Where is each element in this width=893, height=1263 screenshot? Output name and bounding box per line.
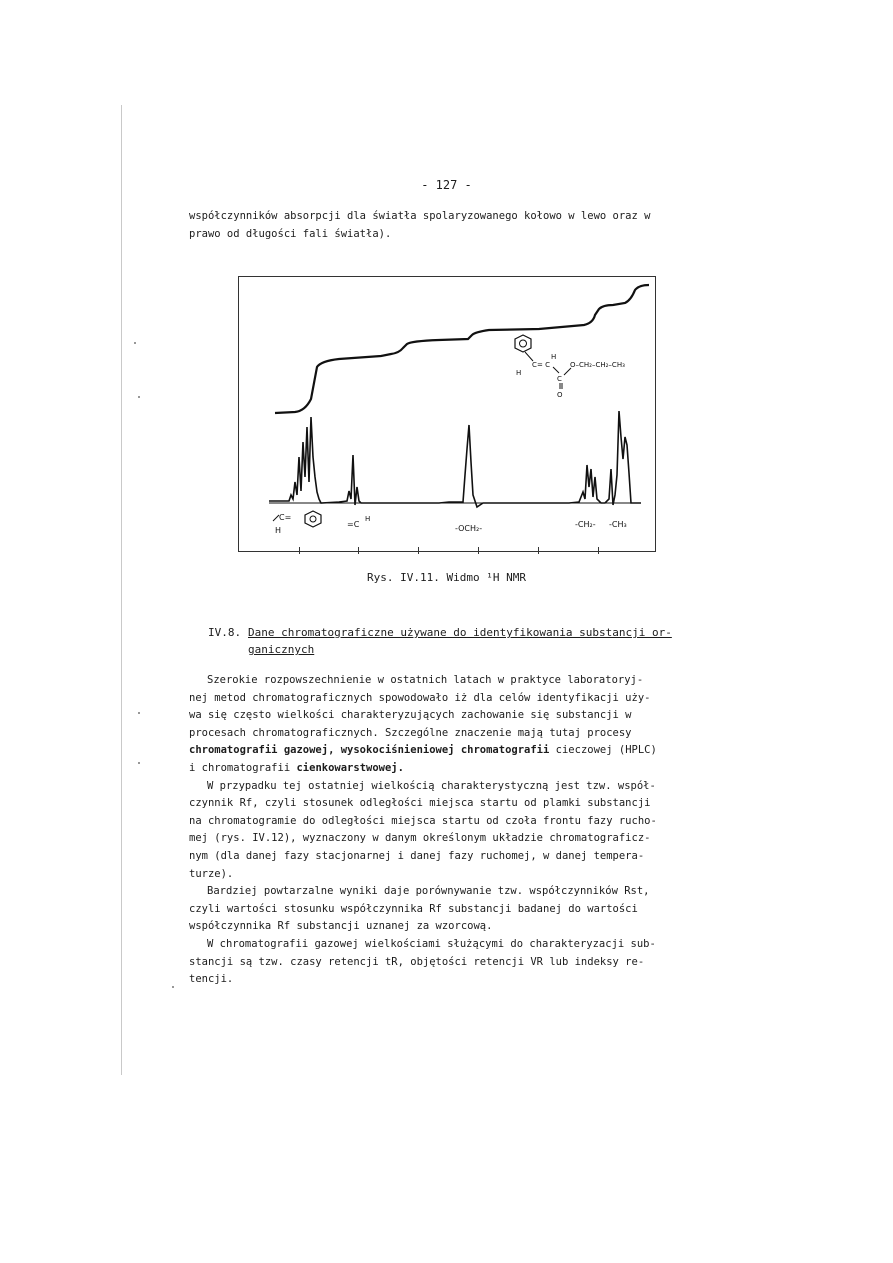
- benzene-ring: [515, 335, 531, 352]
- binding-edge: [121, 105, 122, 1075]
- label-phenyl-ring: [305, 511, 321, 527]
- text-line: prawo od długości fali światła).: [189, 227, 392, 240]
- axis-tick: [598, 547, 599, 554]
- label-vinyl-right-h: H: [365, 515, 371, 523]
- body-text: [189, 672, 694, 989]
- text-line: wa się często wielkości charakteryzujących zachowanie się substancji w: [189, 709, 632, 722]
- integral-curve: [275, 285, 649, 413]
- scan-speck: [138, 712, 140, 714]
- nmr-spectrum: [239, 277, 657, 553]
- text-bold: cienkowarstwowej.: [296, 761, 404, 774]
- axis-tick: [478, 547, 479, 554]
- text-line: W chromatografii gazowej wielkościami służącymi do charakteryzacji sub-: [207, 937, 656, 950]
- axis-tick: [418, 547, 419, 554]
- benzene-ring-inner: [520, 340, 527, 347]
- text-line: tencji.: [189, 973, 234, 986]
- axis-tick: [358, 547, 359, 554]
- ester-chain: O–CH₂–CH₂–CH₃: [570, 361, 625, 369]
- label-ch2: -CH₂-: [575, 520, 596, 529]
- text-bold: chromatografii gazowej, wysokociśnieniowej chromatografii: [189, 744, 550, 757]
- text-line: W przypadku tej ostatniej wielkością charakterystyczną jest tzw. współ-: [207, 779, 656, 792]
- text-line: stancji są tzw. czasy retencji tR, objętości retencji VR lub indeksy re-: [189, 955, 645, 968]
- text-line: współczynnika Rf substancji uznanej za wzorcową.: [189, 920, 493, 933]
- text-line: na chromatogramie do odległości miejsca startu od czoła frontu fazy rucho-: [189, 814, 657, 827]
- figure-caption: Rys. IV.11. Widmo ¹H NMR: [367, 571, 526, 584]
- intro-paragraph: [189, 208, 694, 243]
- atom-o-carbonyl: O: [557, 391, 563, 399]
- page-number: - 127 -: [421, 178, 472, 192]
- double-bond-c: = C: [537, 361, 550, 369]
- text-line: nym (dla danej fazy stacjonarnej i danej fazy ruchomej, w danej tempera-: [189, 849, 645, 862]
- label-vinyl-c: C=: [279, 513, 292, 522]
- text-line: czynnik Rf, czyli stosunek odległości miejsca startu od plamki substancji: [189, 797, 651, 810]
- atom-c-alkene: C: [532, 361, 537, 369]
- text-line: Bardziej powtarzalne wyniki daje porównywanie tzw. współczynników Rst,: [207, 885, 650, 898]
- spectrum-trace: [269, 411, 641, 507]
- text-line: [189, 742, 694, 760]
- text-line: procesach chromatograficznych. Szczególne znaczenie mają tutaj procesy: [189, 726, 632, 739]
- section-number: IV.8.: [208, 626, 242, 639]
- scan-speck: [138, 396, 140, 398]
- text-line: mej (rys. IV.12), wyznaczony w danym określonym układzie chromatograficz-: [189, 832, 651, 845]
- atom-h-left: H: [516, 369, 522, 377]
- text-line: współczynników absorpcji dla światła spolaryzowanego kołowo w lewo oraz w: [189, 210, 651, 222]
- peak-labels: [273, 511, 627, 535]
- text-line: [189, 760, 694, 778]
- text-line: Szerokie rozpowszechnienie w ostatnich latach w praktyce laboratoryj-: [207, 674, 644, 686]
- molecule-structure: [515, 335, 625, 399]
- text-line: czyli wartości stosunku współczynnika Rf substancji badanej do wartości: [189, 902, 638, 915]
- atom-h-top: H: [551, 353, 557, 361]
- label-och2: -OCH₂-: [455, 524, 483, 533]
- axis-tick: [538, 547, 539, 554]
- text-plain: i chromatografii: [189, 761, 291, 774]
- scan-speck: [138, 762, 140, 764]
- label-ch3: -CH₃: [609, 520, 627, 529]
- label-vinyl-h: H: [275, 526, 282, 535]
- section-heading: [208, 624, 672, 658]
- nmr-spectrum-figure: [238, 276, 656, 552]
- label-vinyl-right: =C: [347, 520, 360, 529]
- axis-tick: [299, 547, 300, 554]
- atom-c-carbonyl: C: [557, 375, 562, 383]
- text-line: nej metod chromatograficznych spowodowało iż dla celów identyfikacji uży-: [189, 691, 651, 704]
- scan-speck: [134, 342, 136, 344]
- scan-speck: [172, 986, 174, 988]
- section-title-line1: Dane chromatograficzne używane do identyfikowania substancji or-: [248, 626, 672, 639]
- text-line: turze).: [189, 867, 234, 880]
- section-title-line2: ganicznych: [248, 643, 315, 656]
- text-plain: cieczowej (HPLC): [555, 744, 657, 757]
